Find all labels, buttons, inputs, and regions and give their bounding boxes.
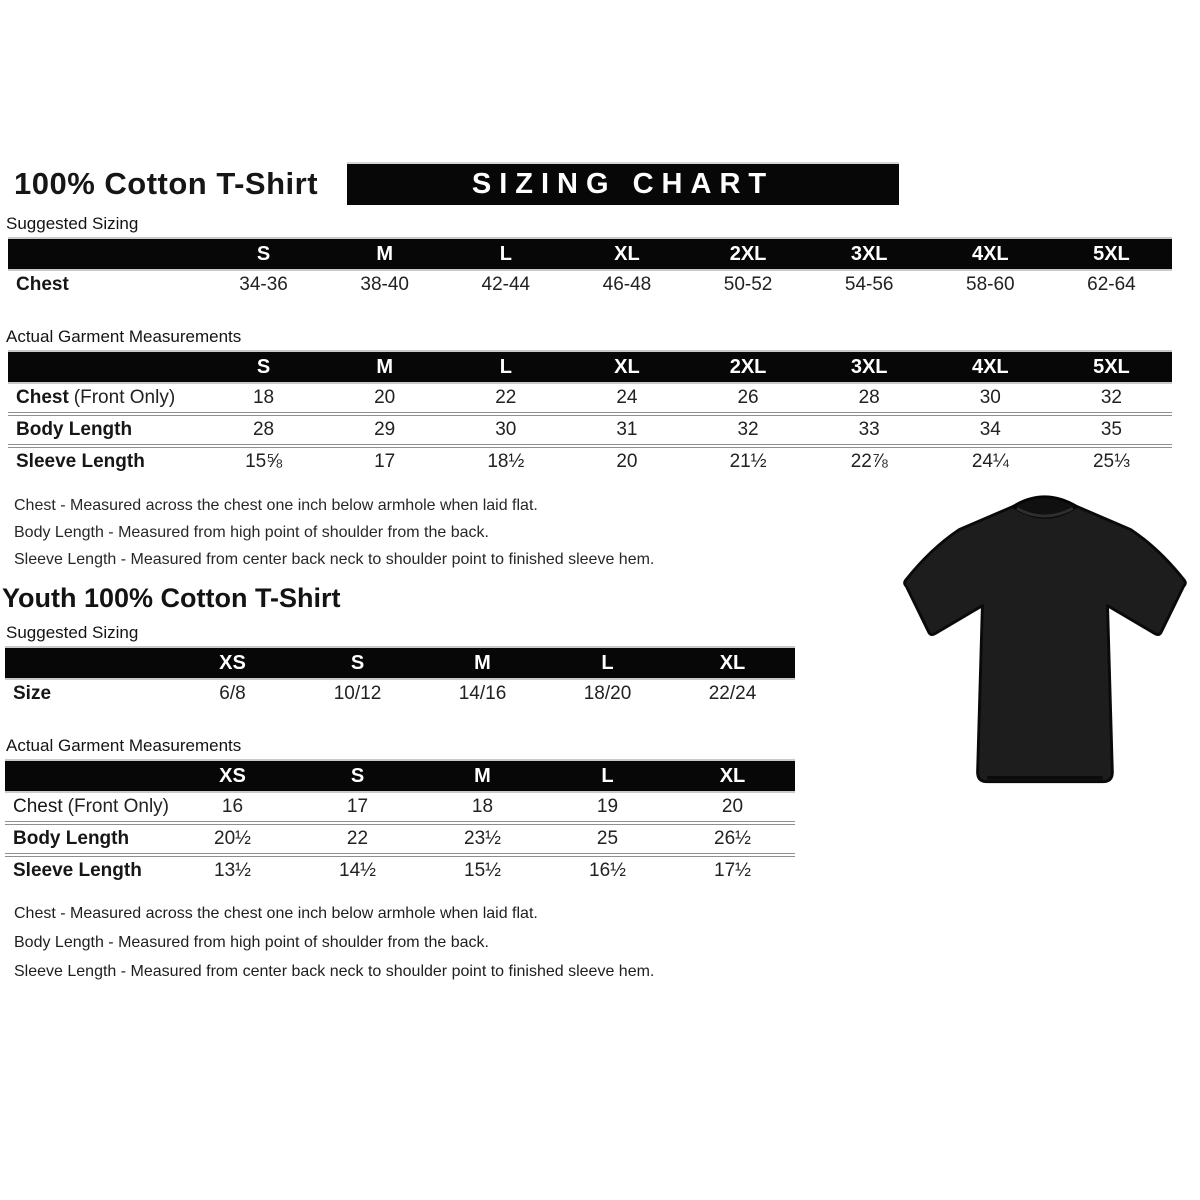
row-label: Chest bbox=[16, 274, 69, 295]
measurement-cell: 28 bbox=[809, 383, 930, 414]
size-col-header: XS bbox=[170, 760, 295, 792]
measurement-cell: 38-40 bbox=[360, 274, 409, 295]
size-header-blank bbox=[8, 238, 203, 270]
youth-actual-measurements-table bbox=[5, 759, 795, 885]
size-col-header: 2XL bbox=[688, 238, 809, 270]
note-sleeve-length: Sleeve Length - Measured from center back neck to shoulder point to finished sleeve hem. bbox=[14, 551, 655, 568]
size-col-header: 5XL bbox=[1051, 238, 1172, 270]
table-row-sleeve-length bbox=[5, 855, 795, 885]
measurement-cell: 6/8 bbox=[219, 683, 246, 704]
measurement-cell: 29 bbox=[324, 414, 445, 446]
measurement-cell: 30 bbox=[930, 383, 1051, 414]
size-col-header: XS bbox=[170, 647, 295, 679]
size-header-row bbox=[8, 238, 1172, 270]
size-col-header: XL bbox=[566, 351, 687, 383]
measurement-cell: 17 bbox=[295, 792, 420, 823]
measurement-cell: 28 bbox=[203, 414, 324, 446]
measurement-cell: 32 bbox=[688, 414, 809, 446]
size-col-header: 4XL bbox=[930, 351, 1051, 383]
size-col-header: L bbox=[445, 238, 566, 270]
measurement-cell: 34 bbox=[930, 414, 1051, 446]
size-col-header: XL bbox=[566, 238, 687, 270]
measurement-cell: 21½ bbox=[729, 451, 767, 472]
table-row-chest bbox=[8, 383, 1172, 414]
measurement-cell: 58-60 bbox=[966, 274, 1015, 295]
size-col-header: 3XL bbox=[809, 351, 930, 383]
measurement-cell: 18 bbox=[203, 383, 324, 414]
row-label: Sleeve Length bbox=[16, 451, 145, 472]
measurement-cell: 25 bbox=[545, 823, 670, 855]
measurement-cell: 22/24 bbox=[708, 683, 757, 704]
measurement-cell: 31 bbox=[566, 414, 687, 446]
adult-actual-heading: Actual Garment Measurements bbox=[6, 327, 242, 346]
sizing-chart-banner bbox=[347, 162, 899, 205]
measurement-cell: 34-36 bbox=[239, 274, 288, 295]
measurement-cell: 22 bbox=[445, 383, 566, 414]
measurement-cell: 19 bbox=[545, 792, 670, 823]
size-col-header: M bbox=[420, 647, 545, 679]
banner-title: SIZING CHART bbox=[471, 168, 775, 200]
row-label: Chest (Front Only) bbox=[8, 383, 203, 414]
size-col-header: M bbox=[420, 760, 545, 792]
t-shirt-image bbox=[890, 476, 1198, 816]
measurement-cell: 20 bbox=[324, 383, 445, 414]
table-row-chest bbox=[5, 792, 795, 823]
measurement-cell: 26 bbox=[688, 383, 809, 414]
black-tshirt-graphic bbox=[890, 476, 1198, 816]
measurement-cell: 17½ bbox=[714, 860, 751, 881]
measurement-cell: 26½ bbox=[670, 823, 795, 855]
youth-suggested-sizing-table bbox=[5, 646, 795, 708]
size-col-header: M bbox=[324, 351, 445, 383]
title-row bbox=[0, 0, 1200, 205]
row-label: Chest (Front Only) bbox=[5, 792, 170, 823]
size-col-header: M bbox=[324, 238, 445, 270]
measurement-cell: 30 bbox=[445, 414, 566, 446]
size-header-blank bbox=[5, 760, 170, 792]
size-header-row bbox=[5, 647, 795, 679]
size-header-row bbox=[5, 760, 795, 792]
measurement-cell: 20 bbox=[670, 792, 795, 823]
adult-suggested-sizing-table bbox=[8, 237, 1172, 299]
note-chest: Chest - Measured across the chest one inch below armhole when laid flat. bbox=[14, 497, 538, 514]
note-body-length: Body Length - Measured from high point of shoulder from the back. bbox=[14, 524, 489, 541]
measurement-cell: 54-56 bbox=[844, 274, 894, 295]
youth-measurement-notes bbox=[14, 899, 1200, 986]
size-col-header: XL bbox=[670, 647, 795, 679]
size-col-header: S bbox=[203, 351, 324, 383]
note-body-length: Body Length - Measured from high point of shoulder from the back. bbox=[14, 934, 489, 951]
size-col-header: 2XL bbox=[688, 351, 809, 383]
measurement-cell: 18½ bbox=[487, 451, 525, 472]
measurement-cell: 16½ bbox=[589, 860, 626, 881]
size-col-header: XL bbox=[670, 760, 795, 792]
size-header-blank bbox=[5, 647, 170, 679]
adult-actual-measurements-table bbox=[8, 350, 1172, 476]
size-col-header: 3XL bbox=[809, 238, 930, 270]
measurement-cell: 42-44 bbox=[481, 274, 531, 295]
measurement-cell: 15½ bbox=[464, 860, 501, 881]
row-label: Body Length bbox=[5, 823, 170, 855]
measurement-cell: 20 bbox=[616, 451, 638, 472]
size-col-header: 4XL bbox=[930, 238, 1051, 270]
measurement-cell: 22 bbox=[295, 823, 420, 855]
table-row-body-length bbox=[8, 414, 1172, 446]
row-label: Size bbox=[13, 683, 52, 704]
measurement-cell: 46-48 bbox=[602, 274, 652, 295]
note-chest: Chest - Measured across the chest one inch below armhole when laid flat. bbox=[14, 905, 538, 922]
measurement-cell: 14½ bbox=[339, 860, 376, 881]
measurement-cell: 22⅞ bbox=[850, 451, 888, 472]
measurement-cell: 10/12 bbox=[333, 683, 382, 704]
measurement-cell: 62-64 bbox=[1087, 274, 1136, 295]
youth-suggested-heading: Suggested Sizing bbox=[6, 623, 139, 642]
size-col-header: 5XL bbox=[1051, 351, 1172, 383]
size-col-header: S bbox=[203, 238, 324, 270]
measurement-cell: 50-52 bbox=[723, 274, 773, 295]
row-label: Body Length bbox=[8, 414, 203, 446]
measurement-cell: 24¼ bbox=[971, 451, 1009, 472]
row-label: Sleeve Length bbox=[13, 860, 142, 881]
size-col-header: S bbox=[295, 760, 420, 792]
adult-suggested-heading: Suggested Sizing bbox=[6, 214, 139, 233]
youth-title: Youth 100% Cotton T-Shirt bbox=[2, 583, 341, 613]
measurement-cell: 32 bbox=[1051, 383, 1172, 414]
measurement-cell: 15⅝ bbox=[245, 451, 283, 472]
measurement-cell: 18/20 bbox=[583, 683, 632, 704]
size-col-header: L bbox=[445, 351, 566, 383]
table-row-size bbox=[5, 679, 795, 708]
size-col-header: S bbox=[295, 647, 420, 679]
measurement-cell: 23½ bbox=[420, 823, 545, 855]
measurement-cell: 17 bbox=[374, 451, 396, 472]
table-row-sleeve-length bbox=[8, 446, 1172, 476]
size-header-row bbox=[8, 351, 1172, 383]
measurement-cell: 35 bbox=[1051, 414, 1172, 446]
page-title: 100% Cotton T-Shirt bbox=[14, 165, 319, 201]
size-col-header: L bbox=[545, 647, 670, 679]
table-row bbox=[8, 270, 1172, 299]
measurement-cell: 25⅓ bbox=[1092, 451, 1130, 472]
measurement-cell: 16 bbox=[170, 792, 295, 823]
measurement-cell: 33 bbox=[809, 414, 930, 446]
youth-actual-heading: Actual Garment Measurements bbox=[6, 736, 242, 755]
measurement-cell: 24 bbox=[566, 383, 687, 414]
measurement-cell: 13½ bbox=[214, 860, 251, 881]
measurement-cell: 14/16 bbox=[458, 683, 507, 704]
measurement-cell: 20½ bbox=[170, 823, 295, 855]
measurement-cell: 18 bbox=[420, 792, 545, 823]
size-header-blank bbox=[8, 351, 203, 383]
size-col-header: L bbox=[545, 760, 670, 792]
note-sleeve-length: Sleeve Length - Measured from center back neck to shoulder point to finished sleeve hem. bbox=[14, 963, 655, 980]
table-row-body-length bbox=[5, 823, 795, 855]
